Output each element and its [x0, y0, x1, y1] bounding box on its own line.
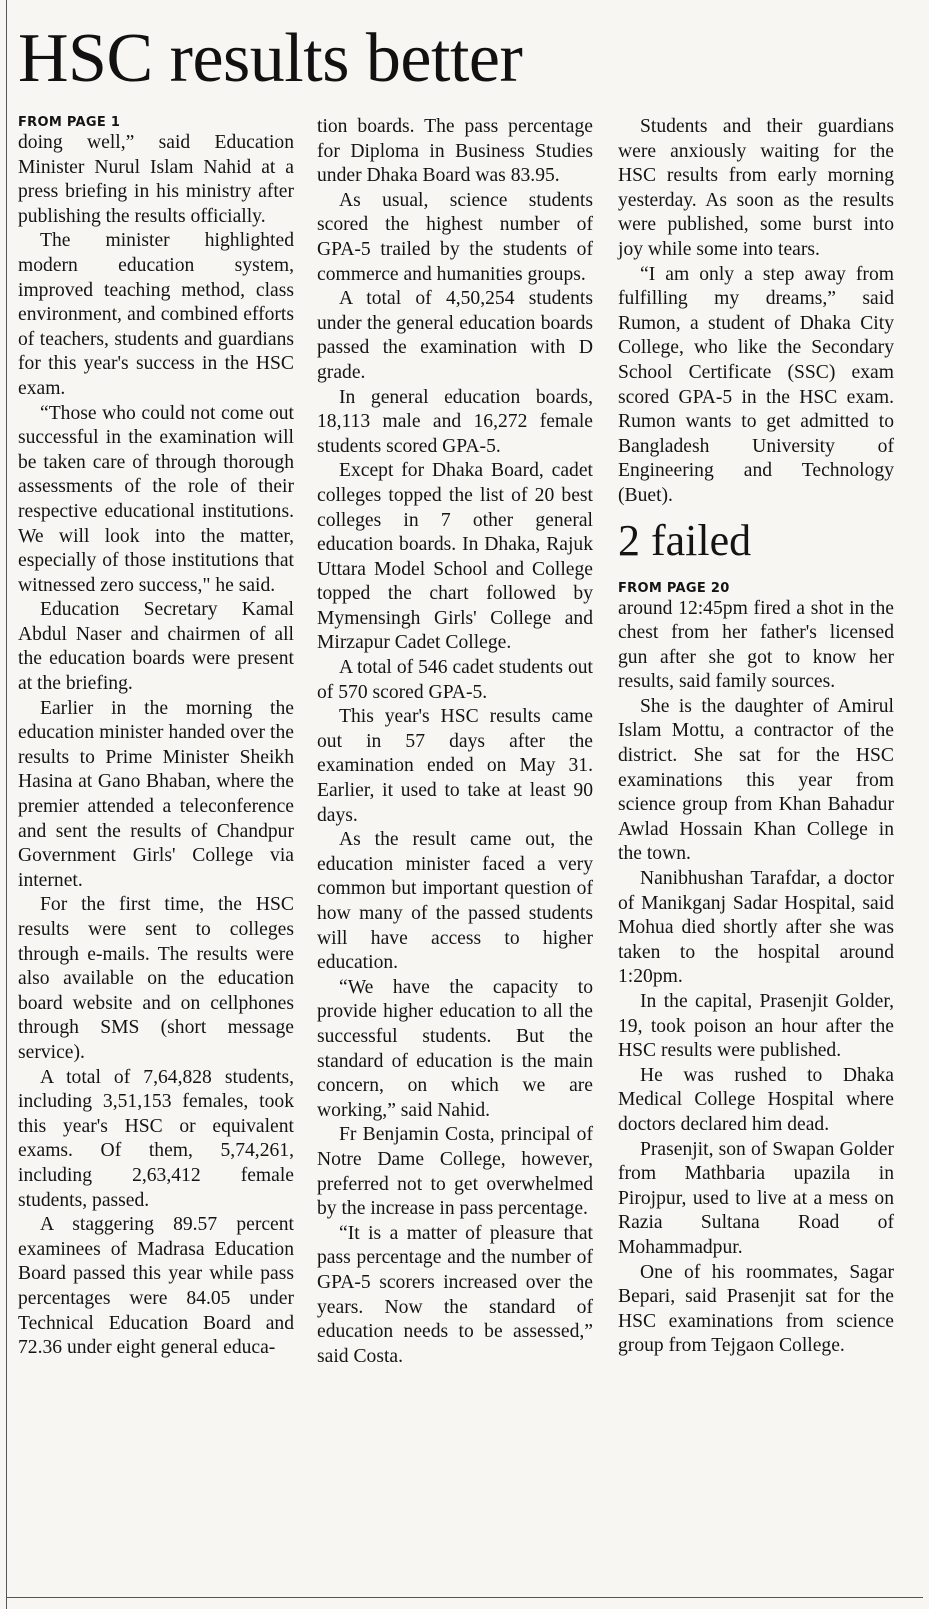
paragraph: Education Secretary Kamal Abdul Naser and chairmen of all the education boards were present at the briefing.	[18, 599, 294, 695]
paragraph: around 12:45pm fired a shot in the chest from her father's licensed gun after she got to know her results, said family sources.	[618, 597, 894, 693]
paragraph: As usual, science students scored the highest number of GPA-5 trailed by the students of commerce and humanities groups.	[317, 189, 593, 285]
column-2	[317, 115, 593, 1369]
paragraph: In the capital, Prasenjit Golder, 19, took poison an hour after the HSC results were published.	[618, 991, 894, 1062]
paragraph: A total of 7,64,828 students, including 3,51,153 females, took this year's HSC or equivalent exams. Of them, 5,74,261, including 2,63,412 female students, passed.	[18, 1066, 294, 1211]
paragraph: tion boards. The pass percentage for Diploma in Business Studies under Dhaka Board was 83.95.	[317, 116, 593, 187]
headline: HSC results better	[18, 20, 523, 97]
left-column-rule	[6, 0, 7, 1609]
paragraph: “It is a matter of pleasure that pass percentage and the number of GPA-5 scorers increased over the years. Now the standard of education needs to be assessed,” said Costa.	[317, 1222, 593, 1367]
paragraph: A total of 546 cadet students out of 570 scored GPA-5.	[317, 657, 593, 703]
paragraph: She is the daughter of Amirul Islam Mottu, a contractor of the district. She sat for the HSC examinations this year from science group from Khan Bahadur Awlad Hossain Khan College in the town.	[618, 695, 894, 865]
paragraph: He was rushed to Dhaka Medical College Hospital where doctors declared him dead.	[618, 1064, 894, 1135]
paragraph: “We have the capacity to provide higher education to all the successful students. But the standard of education is the main concern, on which we are working,” said Nahid.	[317, 976, 593, 1121]
subheadline-2-failed: 2 failed	[618, 515, 752, 565]
paragraph: A total of 4,50,254 students under the general education boards passed the examination with D grade.	[317, 288, 593, 383]
paragraph: This year's HSC results came out in 57 days after the examination ended on May 31. Earlier, it used to take at least 90 days.	[317, 706, 593, 826]
paragraph: Earlier in the morning the education minister handed over the results to Prime Minister Sheikh Hasina at Gano Bhaban, where the premier attended a teleconference and sent the results of Chandpur Government Girls' College via internet.	[18, 697, 294, 891]
paragraph: The minister highlighted modern education system, improved teaching method, class environment, and combined efforts of teachers, students and guardians for this year's success in the HSC exam.	[18, 230, 294, 399]
paragraph: “Those who could not come out successful in the examination will be taken care of through thorough assessments of the role of their respective educational institutions. We will look into the matter, especially of those institutions that witnessed zero success," he said.	[18, 402, 294, 596]
paragraph: Fr Benjamin Costa, principal of Notre Dame College, however, preferred not to get overwhelmed by the increase in pass percentage.	[317, 1124, 593, 1220]
paragraph: doing well,” said Education Minister Nurul Islam Nahid at a press briefing in his ministry after publishing the results officially.	[18, 132, 294, 227]
paragraph: One of his roommates, Sagar Bepari, said Prasenjit sat for the HSC examinations from science group from Tejgaon College.	[618, 1261, 894, 1357]
column-3	[618, 115, 894, 1359]
jump-kicker-page-1: FROM PAGE 1	[18, 115, 121, 130]
bottom-rule	[6, 1597, 923, 1598]
paragraph: Prasenjit, son of Swapan Golder from Mathbaria upazila in Pirojpur, used to live at a mess on Razia Sultana Road of Mohammadpur.	[618, 1138, 894, 1258]
paragraph: For the first time, the HSC results were sent to colleges through e-mails. The results were also available on the education board website and on cellphones through SMS (short message service).	[18, 894, 294, 1063]
paragraph: Nanibhushan Tarafdar, a doctor of Manikganj Sadar Hospital, said Mohua died shortly after she was taken to the hospital around 1:20pm.	[618, 868, 894, 988]
column-1	[18, 115, 294, 1361]
jump-kicker-page-20: FROM PAGE 20	[618, 580, 730, 596]
paragraph: In general education boards, 18,113 male and 16,272 female students scored GPA-5.	[317, 386, 593, 457]
paragraph: A staggering 89.57 percent examinees of Madrasa Education Board passed this year while pass percentages were 84.05 under Technical Education Board and 72.36 under eight general educa-	[18, 1214, 294, 1359]
paragraph: Except for Dhaka Board, cadet colleges topped the list of 20 best colleges in 7 other general education boards. In Dhaka, Rajuk Uttara Model School and College topped the chart followed by Mymensingh Girls' College and Mirzapur Cadet College.	[317, 460, 593, 654]
paragraph: “I am only a step away from fulfilling my dreams,” said Rumon, a student of Dhaka City College, who like the Secondary School Certificate (SSC) exam scored GPA-5 in the HSC exam. Rumon wants to get admitted to Bangladesh University of Engineering and Technology (Buet).	[618, 263, 894, 506]
paragraph: Students and their guardians were anxiously waiting for the HSC results from early morning yesterday. As soon as the results were published, some burst into joy while some into tears.	[618, 116, 894, 260]
paragraph: As the result came out, the education minister faced a very common but important question of how many of the passed students will have access to higher education.	[317, 829, 593, 974]
